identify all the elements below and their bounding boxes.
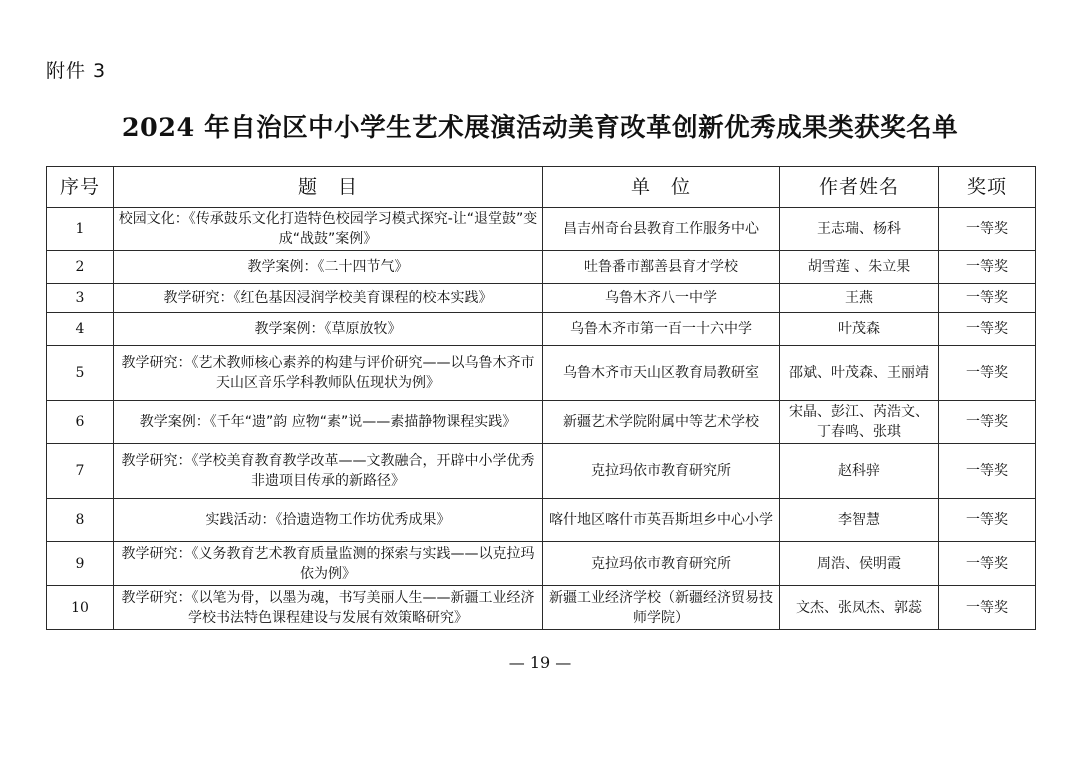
page-number: — 19 — <box>508 653 572 672</box>
table-row <box>47 208 1036 251</box>
header-unit: 单 位 <box>543 167 780 208</box>
attachment-label: 附件 3 <box>46 60 107 82</box>
row-unit: 新疆艺术学院附属中等艺术学校 <box>543 401 780 444</box>
row-title: 教学研究：《艺术教师核心素养的构建与评价研究——以乌鲁木齐市天山区音乐学科教师队伍现状为例》 <box>114 346 543 401</box>
table-row <box>47 251 1036 284</box>
row-authors: 文杰、张凤杰、郭蕊 <box>780 586 939 630</box>
row-award: 一等奖 <box>939 208 1036 251</box>
row-authors: 王燕 <box>780 284 939 313</box>
row-unit: 昌吉州奇台县教育工作服务中心 <box>543 208 780 251</box>
row-title: 教学案例：《二十四节气》 <box>114 251 543 284</box>
row-number: 8 <box>47 499 114 542</box>
table-row <box>47 401 1036 444</box>
row-authors: 胡雪莲 、朱立果 <box>780 251 939 284</box>
header-author-names: 作者姓名 <box>780 167 939 208</box>
row-title: 教学案例：《千年“遗”韵 应物“素”说——素描静物课程实践》 <box>114 401 543 444</box>
row-number: 2 <box>47 251 114 284</box>
row-number: 4 <box>47 313 114 346</box>
table-row <box>47 542 1036 586</box>
table-row <box>47 313 1036 346</box>
table-row <box>47 586 1036 630</box>
table-row <box>47 346 1036 401</box>
row-authors: 邵斌、叶茂森、王丽靖 <box>780 346 939 401</box>
row-unit: 克拉玛依市教育研究所 <box>543 542 780 586</box>
row-title: 教学研究：《以笔为骨，以墨为魂，书写美丽人生——新疆工业经济学校书法特色课程建设与发展有效策略研究》 <box>114 586 543 630</box>
row-authors: 叶茂森 <box>780 313 939 346</box>
row-unit: 吐鲁番市鄯善县育才学校 <box>543 251 780 284</box>
header-award: 奖项 <box>939 167 1036 208</box>
header-title: 题 目 <box>114 167 543 208</box>
table-header-row <box>47 167 1036 208</box>
row-award: 一等奖 <box>939 586 1036 630</box>
row-award: 一等奖 <box>939 313 1036 346</box>
document-title: 2024 年自治区中小学生艺术展演活动美育改革创新优秀成果类获奖名单 <box>121 113 959 143</box>
row-number: 7 <box>47 444 114 499</box>
row-award: 一等奖 <box>939 401 1036 444</box>
row-number: 3 <box>47 284 114 313</box>
row-number: 5 <box>47 346 114 401</box>
awards-table <box>46 166 1036 630</box>
row-authors: 宋晶、彭江、芮浩文、丁春鸣、张琪 <box>780 401 939 444</box>
row-unit: 喀什地区喀什市英吾斯坦乡中心小学 <box>543 499 780 542</box>
row-title: 教学案例：《草原放牧》 <box>114 313 543 346</box>
row-award: 一等奖 <box>939 346 1036 401</box>
row-unit: 新疆工业经济学校（新疆经济贸易技师学院） <box>543 586 780 630</box>
row-authors: 周浩、侯明霞 <box>780 542 939 586</box>
row-authors: 赵科骍 <box>780 444 939 499</box>
row-unit: 克拉玛依市教育研究所 <box>543 444 780 499</box>
row-number: 9 <box>47 542 114 586</box>
row-title: 教学研究：《学校美育教育教学改革——文教融合，开辟中小学优秀非遗项目传承的新路径》 <box>114 444 543 499</box>
row-unit: 乌鲁木齐市第一百一十六中学 <box>543 313 780 346</box>
row-award: 一等奖 <box>939 542 1036 586</box>
row-award: 一等奖 <box>939 284 1036 313</box>
row-authors: 李智慧 <box>780 499 939 542</box>
header-serial-number: 序号 <box>47 167 114 208</box>
row-title: 校园文化：《传承鼓乐文化打造特色校园学习模式探究-让“退堂鼓”变成“战鼓”案例》 <box>114 208 543 251</box>
table-row <box>47 444 1036 499</box>
row-unit: 乌鲁木齐八一中学 <box>543 284 780 313</box>
table-row <box>47 284 1036 313</box>
row-number: 1 <box>47 208 114 251</box>
row-award: 一等奖 <box>939 499 1036 542</box>
row-unit: 乌鲁木齐市天山区教育局教研室 <box>543 346 780 401</box>
row-authors: 王志瑞、杨科 <box>780 208 939 251</box>
table-row <box>47 499 1036 542</box>
row-award: 一等奖 <box>939 251 1036 284</box>
row-title: 教学研究：《义务教育艺术教育质量监测的探索与实践——以克拉玛依为例》 <box>114 542 543 586</box>
row-number: 6 <box>47 401 114 444</box>
row-title: 教学研究：《红色基因浸润学校美育课程的校本实践》 <box>114 284 543 313</box>
row-award: 一等奖 <box>939 444 1036 499</box>
row-title: 实践活动：《拾遗造物工作坊优秀成果》 <box>114 499 543 542</box>
row-number: 10 <box>47 586 114 630</box>
